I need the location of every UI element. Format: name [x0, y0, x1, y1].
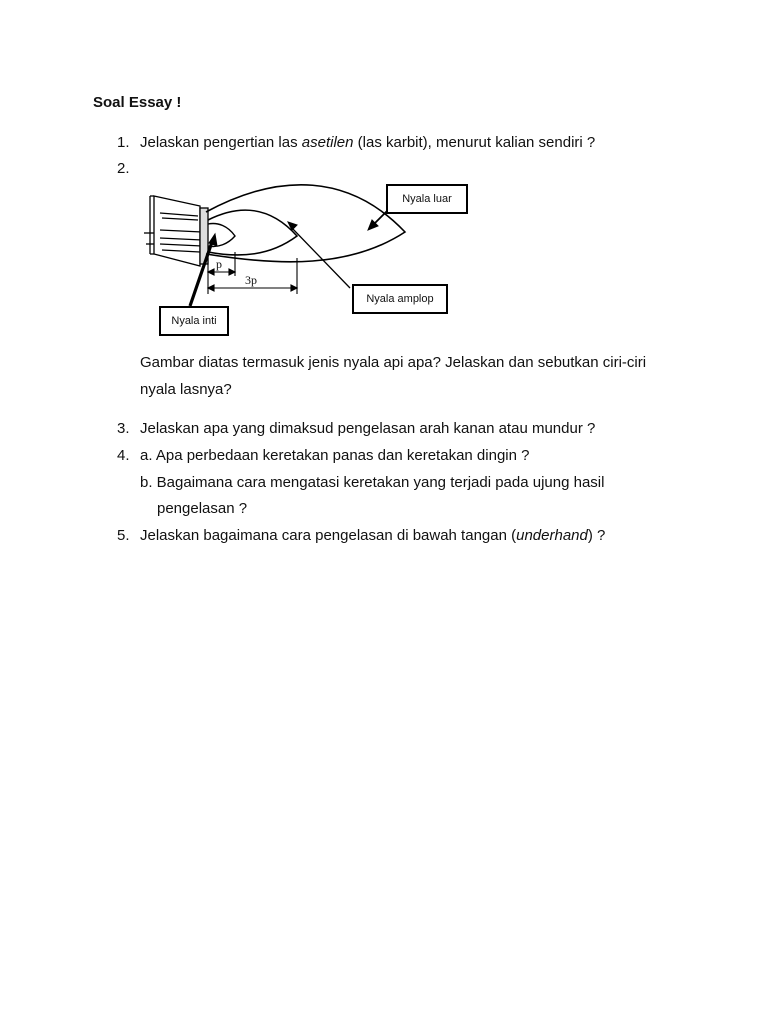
flame-diagram — [140, 178, 480, 338]
torch-nozzle-icon — [144, 196, 208, 266]
question-1-text-italic: asetilen — [301, 134, 354, 151]
label-envelope-flame: Nyala amplop — [352, 284, 448, 314]
page-title: Soal Essay ! — [93, 94, 182, 111]
dimension-p-label: p — [216, 257, 222, 271]
envelope-flame-outline — [208, 210, 297, 255]
question-1-number: 1. — [117, 134, 130, 151]
question-4-number: 4. — [117, 447, 130, 464]
question-4a-text: a. Apa perbedaan keretakan panas dan keretakan dingin ? — [140, 447, 530, 464]
question-2-text-line-1: Gambar diatas termasuk jenis nyala api apa? Jelaskan dan sebutkan ciri-ciri — [140, 354, 647, 371]
question-1-text — [140, 133, 595, 153]
question-1-text-part-3: (las karbit), menurut kalian sendiri ? — [353, 134, 596, 151]
question-2-number: 2. — [117, 160, 130, 177]
question-5-number: 5. — [117, 527, 130, 544]
question-5-text-part-1: Jelaskan bagaimana cara pengelasan di bawah tangan ( — [140, 527, 517, 544]
question-5-text-italic: underhand — [516, 527, 588, 544]
label-outer-flame: Nyala luar — [386, 184, 468, 214]
question-5-text — [140, 526, 605, 546]
question-1-text-part-1: Jelaskan pengertian las — [140, 134, 302, 151]
dimension-3p-label: 3p — [245, 273, 257, 287]
question-2-text-line-2: nyala lasnya? — [140, 381, 232, 398]
question-5-text-part-3: ) ? — [587, 527, 606, 544]
question-3-number: 3. — [117, 420, 130, 437]
label-inner-flame: Nyala inti — [159, 306, 229, 336]
question-4b-text-line-1: b. Bagaimana cara mengatasi keretakan yang terjadi pada ujung hasil — [140, 474, 605, 491]
question-4b-text-line-2: pengelasan ? — [157, 500, 248, 517]
question-3-text: Jelaskan apa yang dimaksud pengelasan arah kanan atau mundur ? — [140, 420, 596, 437]
